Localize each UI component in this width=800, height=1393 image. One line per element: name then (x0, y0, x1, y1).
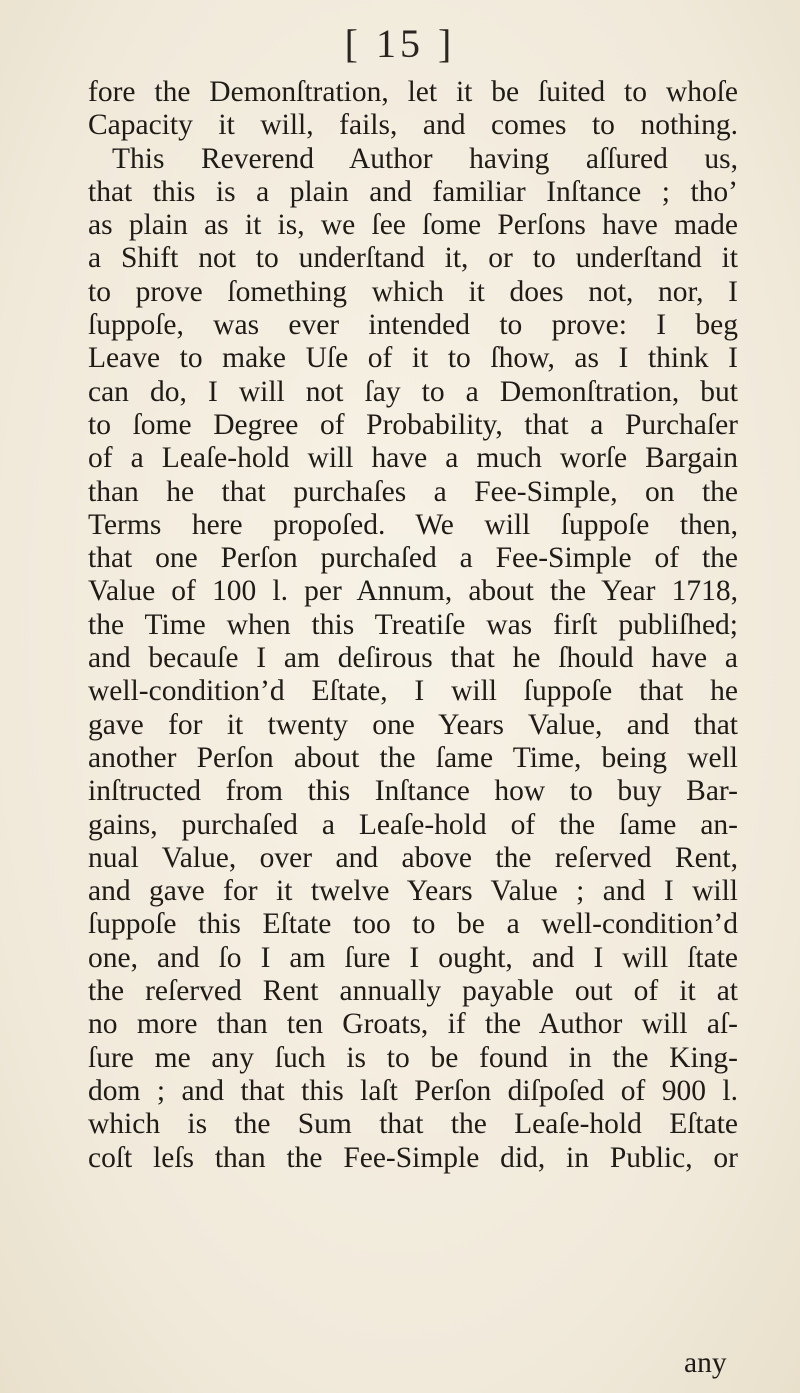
text-line: can do, I will not ſay to a Demonſtration, but (88, 375, 738, 408)
text-line: that this is a plain and familiar Inſtance ; tho’ (88, 175, 738, 208)
text-line: Leave to make Uſe of it to ſhow, as I think I (88, 342, 738, 375)
text-line: Capacity it will, fails, and comes to nothing. (88, 109, 738, 142)
text-line: coſt leſs than the Fee-Simple did, in Public, or (88, 1141, 738, 1174)
text-line: Terms here propoſed. We will ſuppoſe then, (88, 508, 738, 541)
text-line: one, and ſo I am ſure I ought, and I will ſtate (88, 941, 738, 974)
text-line: ſuppoſe, was ever intended to prove: I beg (88, 309, 738, 342)
text-line: nual Value, over and above the reſerved Rent, (88, 841, 738, 874)
catchword: any (684, 1347, 727, 1379)
body-text (88, 76, 738, 1175)
text-line: Value of 100 l. per Annum, about the Year 1718, (88, 575, 738, 608)
text-line: fore the Demonſtration, let it be ſuited to whoſe (88, 76, 738, 108)
text-line: a Shift not to underſtand it, or to underſtand it (88, 242, 738, 275)
text-line: as plain as it is, we ſee ſome Perſons have made (88, 209, 738, 242)
text-line: ſuppoſe this Eſtate too to be a well-condition’d (88, 908, 738, 941)
text-line: no more than ten Groats, if the Author will aſ- (88, 1008, 738, 1041)
text-line: the Time when this Treatiſe was firſt publiſhed; (88, 608, 738, 641)
text-line: and becauſe I am deſirous that he ſhould have a (88, 642, 738, 675)
page-number: [ 15 ] (344, 21, 456, 66)
text-line: inſtructed from this Inſtance how to buy Bar- (88, 775, 738, 808)
text-line: dom ; and that this laſt Perſon diſpoſed of 900 l. (88, 1074, 738, 1107)
text-line: and gave for it twelve Years Value ; and I will (88, 875, 738, 908)
text-line: to prove ſomething which it does not, nor, I (88, 275, 738, 308)
text-line: This Reverend Author having aſſured us, (112, 142, 738, 175)
text-line: ſure me any ſuch is to be found in the King- (88, 1041, 738, 1074)
text-line: gains, purchaſed a Leaſe-hold of the ſame an- (88, 808, 738, 841)
text-line: that one Perſon purchaſed a Fee-Simple of the (88, 542, 738, 575)
text-line: another Perſon about the ſame Time, being well (88, 741, 738, 774)
text-line: than he that purchaſes a Fee-Simple, on the (88, 475, 738, 508)
text-line: of a Leaſe-hold will have a much worſe Bargain (88, 442, 738, 475)
text-line: which is the Sum that the Leaſe-hold Eſtate (88, 1108, 738, 1141)
text-line: well-condition’d Eſtate, I will ſuppoſe that he (88, 675, 738, 708)
text-line: to ſome Degree of Probability, that a Purchaſer (88, 408, 738, 441)
text-line: gave for it twenty one Years Value, and that (88, 708, 738, 741)
text-line: the reſerved Rent annually payable out of it at (88, 975, 738, 1008)
